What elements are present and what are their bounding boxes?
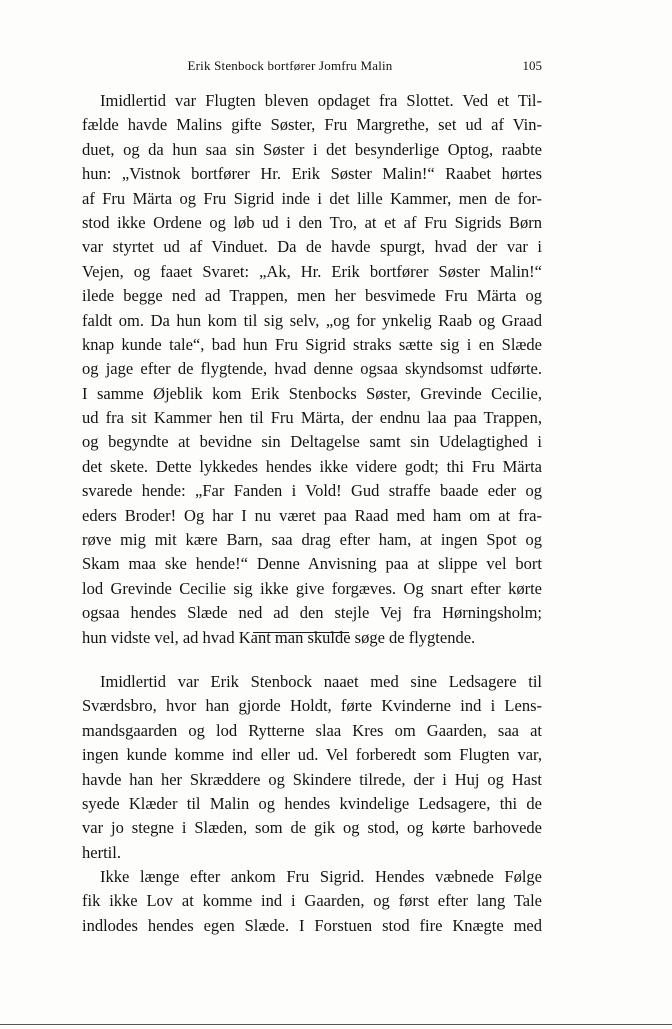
text-line: fik ikke Lov at komme ind i Gaarden, og først efter lang Tale [82,891,542,911]
text-line: lod Grevinde Cecilie sig ikke give forgæves. Og snart efter kørte [82,578,542,598]
text-line: var styrtet ud af Vinduet. Da de havde spurgt, hvad der var i [82,237,542,257]
text-line: og begyndte at bevidne sin Deltagelse samt sin Udelagtighed i [82,432,542,452]
text-line: knap kunde tale“, bad hun Fru Sigrid straks sætte sig i en Slæde [82,334,542,354]
paragraph-flight-discovered [82,89,542,650]
text-line: og jage efter de flygtende, hvad denne ogsaa skyndsomst udførte. [82,359,542,379]
text-line: I samme Øjeblik kom Erik Stenbocks Søster, Grevinde Cecilie, [82,383,542,403]
text-line: Imidlertid var Erik Stenbock naaet med sine Ledsagere til [100,672,542,691]
paragraph-fru-sigrid-arrives [82,865,542,938]
text-line: stod ikke Ordene og løb ud i den Tro, at et af Fru Sigrids Børn [82,212,542,232]
text-line: ud fra sit Kammer hen til Fru Märta, der endnu laa paa Trappen, [82,408,542,428]
text-line: Ikke længe efter ankom Fru Sigrid. Hendes væbnede Følge [100,867,542,886]
text-line: havde han her Skræddere og Skindere tilrede, der i Huj og Hast [82,769,542,789]
page-header [82,58,542,78]
text-line: Vejen, og faaet Svaret: „Ak, Hr. Erik bortfører Søster Malin!“ [82,261,542,281]
text-line: mandsgaarden og lod Rytterne slaa Kres om Gaarden, saa at [82,720,542,740]
text-line: hun: „Vistnok bortfører Hr. Erik Søster Malin!“ Raabet hørtes [82,164,542,184]
text-line: Skam maa ske hende!“ Denne Anvisning paa at slippe vel bort [82,554,542,574]
text-line: Sværdsbro, hvor han gjorde Holdt, førte Kvinderne ind i Lens- [82,696,542,716]
text-line: svarede hende: „Far Fanden i Vold! Gud straffe baade eder og [82,481,542,501]
text-line: hun vidste vel, ad hvad Kant man skulde søge de flygtende. [82,627,476,647]
text-line: eders Broder! Og har I nu været paa Raad med ham om at fra- [82,505,542,525]
text-line: duet, og da hun saa sin Søster i det besynderlige Optog, raabte [82,139,542,159]
text-line: indlodes hendes egen Slæde. I Forstuen stod fire Knægte med [82,915,542,935]
section-divider [253,632,349,633]
paragraph-svaerdsbro [82,670,542,865]
text-line: hertil. [82,842,121,862]
text-line: det skete. Dette lykkedes hendes ikke videre godt; thi Fru Märta [82,456,542,476]
running-title: Erik Stenbock bortfører Jomfru Malin [187,58,393,73]
text-line: syede Klæder til Malin og hendes kvindelige Ledsagere, thi de [82,793,542,813]
text-line: var jo stegne i Slæden, som de gik og stod, og kørte barhovede [82,818,542,838]
page-number: 105 [522,58,542,73]
text-line: faldt om. Da hun kom til sig selv, „og for ynkelig Raab og Graad [82,310,542,330]
text-line: af Fru Märta og Fru Sigrid inde i det lille Kammer, men de for- [82,188,542,208]
scan-bottom-edge [0,1024,672,1025]
text-line: ogsaa hendes Slæde ned ad den stejle Vej fra Hørningsholm; [82,603,542,623]
text-line: fælde havde Malins gifte Søster, Fru Margrethe, set ud af Vin- [82,115,542,135]
text-line: Imidlertid var Flugten bleven opdaget fra Slottet. Ved et Til- [100,91,542,110]
text-line: ilede begge ned ad Trappen, men her besvimede Fru Märta og [82,286,542,306]
text-line: røve mig mit kære Barn, saa drag efter ham, at ingen Spot og [82,530,542,550]
text-line: ingen kunde komme ind eller ud. Vel forberedt som Flugten var, [82,745,542,765]
